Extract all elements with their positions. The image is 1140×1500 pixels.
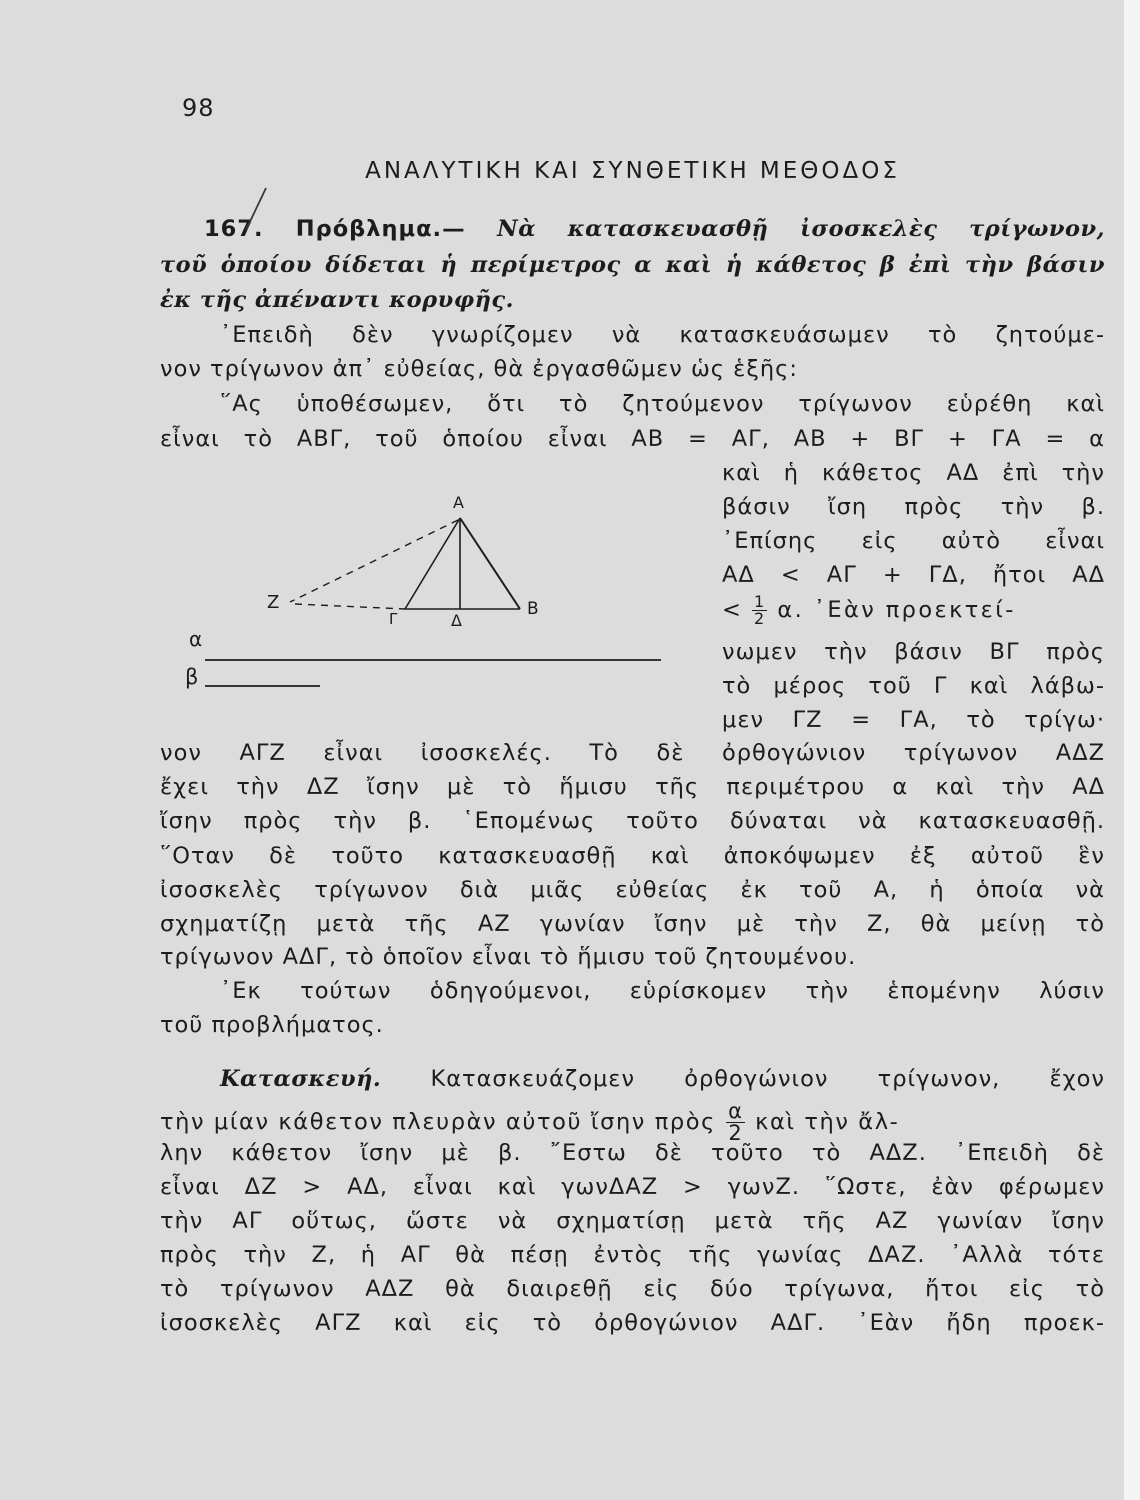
side-AB bbox=[460, 518, 520, 609]
analysis-line-4: εἶναι τὸ ΑΒΓ, τοῦ ὁποίου εἶναι ΑΒ = ΑΓ, ΑΒ + ΒΓ + ΓΑ = α bbox=[160, 426, 1105, 452]
point-label-G: Γ bbox=[389, 610, 398, 628]
point-label-A: Α bbox=[453, 493, 464, 512]
fraction-denominator: 2 bbox=[754, 609, 766, 628]
construction-heading: Κατασκευή. bbox=[220, 1066, 382, 1092]
fraction-denominator: 2 bbox=[728, 1121, 743, 1145]
problem-heading: 167. Πρόβλημα.— bbox=[204, 216, 466, 242]
side-AG bbox=[405, 518, 460, 609]
analysis-line-3: ῞Ας ὑποθέσωμεν, ὅτι τὸ ζητούμενον τρίγωνον εὑρέθη καὶ bbox=[220, 391, 1105, 417]
fraction-numerator: 1 bbox=[754, 592, 766, 611]
segment-label-b: β bbox=[185, 665, 199, 689]
problem-statement-1: Νὰ κατασκευασθῇ ἰσοσκελὲς τρίγωνον, bbox=[497, 216, 1105, 242]
construction-text-1: Κατασκευάζομεν ὀρθογώνιον τρίγωνον, ἔχον bbox=[430, 1066, 1106, 1092]
fraction-numerator: α bbox=[728, 1099, 743, 1123]
problem-statement-2: τοῦ ὁποίου δίδεται ἡ περίμετρος α καὶ ἡ κάθετος β ἐπὶ τὴν βάσιν bbox=[160, 252, 1105, 278]
point-label-D: Δ bbox=[451, 611, 462, 630]
dashed-ZG bbox=[295, 604, 405, 609]
page-number: 98 bbox=[182, 94, 215, 122]
analysis-line-5: νον ΑΓΖ εἶναι ἰσοσκελές. Τὸ δὲ ὀρθογώνιον τρίγωνον ΑΔΖ bbox=[160, 740, 1105, 766]
point-label-Z: Ζ bbox=[267, 592, 280, 613]
construction-line-4: εἶναι ΔΖ > ΑΔ, εἶναι καὶ γωνΔΑΖ > γωνΖ. ῞Ωστε, ἐὰν φέρωμεν bbox=[160, 1174, 1105, 1200]
analysis-line-10: σχηματίζῃ μετὰ τῆς ΑΖ γωνίαν ἴσην μὲ τὴν Ζ, θὰ μείνῃ τὸ bbox=[160, 911, 1105, 937]
pencil-mark-icon bbox=[222, 186, 272, 236]
construction-text-2a: τὴν μίαν κάθετον πλευρὰν αὐτοῦ ἴσην πρὸς bbox=[160, 1109, 716, 1135]
page-content bbox=[160, 0, 1105, 1500]
construction-line-3: λην κάθετον ἴσην μὲ β. ῎Εστω δὲ τοῦτο τὸ ΑΔΖ. ᾿Επειδὴ δὲ bbox=[160, 1140, 1105, 1166]
analysis-line-6: ἔχει τὴν ΔΖ ἴσην μὲ τὸ ἥμισυ τῆς περιμέτρου α καὶ τὴν ΑΔ bbox=[160, 774, 1105, 800]
construction-line-6: πρὸς τὴν Ζ, ἡ ΑΓ θὰ πέσῃ ἐντὸς τῆς γωνίας ΔΑΖ. ᾿Αλλὰ τότε bbox=[160, 1242, 1105, 1268]
analysis-line-8: ῞Οταν δὲ τοῦτο κατασκευασθῇ καὶ ἀποκόψωμεν ἐξ αὐτοῦ ἓν bbox=[160, 843, 1105, 869]
less-than-sign: < bbox=[722, 597, 742, 623]
segment-label-a: α bbox=[189, 627, 203, 651]
point-label-B: Β bbox=[527, 599, 539, 619]
analysis-line-1: ᾿Επειδὴ δὲν γνωρίζομεν νὰ κατασκευάσωμεν τὸ ζητούμε- bbox=[220, 322, 1105, 348]
analysis-line-11: τρίγωνον ΑΔΓ, τὸ ὁποῖον εἶναι τὸ ἥμισυ τοῦ ζητουμένου. bbox=[160, 944, 857, 970]
column-line-6: νωμεν τὴν βάσιν ΒΓ πρὸς bbox=[722, 639, 1105, 665]
analysis-line-2: νον τρίγωνον ἀπ᾿ εὐθείας, θὰ ἐργασθῶμεν ὡς ἑξῆς: bbox=[160, 356, 798, 382]
fraction-one-half bbox=[752, 594, 767, 627]
column-line-3: ᾿Επίσης εἰς αὐτὸ εἶναι bbox=[722, 528, 1105, 554]
construction-text-2b: καὶ τὴν ἄλ- bbox=[755, 1109, 900, 1135]
analysis-line-9: ἰσοσκελὲς τρίγωνον διὰ μιᾶς εὐθείας ἐκ τοῦ Α, ἡ ὁποία νὰ bbox=[160, 877, 1105, 903]
problem-statement-3: ἐκ τῆς ἀπέναντι κορυφῆς. bbox=[160, 287, 514, 313]
column-line-5-rest: α. ᾿Εὰν προεκτεί- bbox=[777, 597, 1016, 623]
problem-line-1 bbox=[160, 214, 1105, 244]
construction-line-8: ἰσοσκελὲς ΑΓΖ καὶ εἰς τὸ ὀρθογώνιον ΑΔΓ. ᾿Εὰν ἤδη προεκ- bbox=[160, 1310, 1105, 1336]
dashed-AZ bbox=[290, 520, 458, 602]
construction-line-7: τὸ τρίγωνον ΑΔΖ θὰ διαιρεθῇ εἰς δύο τρίγωνα, ἤτοι εἰς τὸ bbox=[160, 1276, 1105, 1302]
paper-edge bbox=[1124, 0, 1140, 1500]
analysis-line-7: ἴσην πρὸς τὴν β. ῾Επομένως τοῦτο δύναται νὰ κατασκευασθῇ. bbox=[160, 808, 1105, 834]
analysis-line-12: ᾿Εκ τούτων ὁδηγούμενοι, εὑρίσκομεν τὴν ἑπομένην λύσιν bbox=[220, 978, 1105, 1004]
column-line-5 bbox=[722, 594, 1105, 627]
running-head: ΑΝΑΛΥΤΙΚΗ ΚΑΙ ΣΥΝΘΕΤΙΚΗ ΜΕΘΟΔΟΣ bbox=[365, 158, 900, 184]
column-line-1: καὶ ἡ κάθετος ΑΔ ἐπὶ τὴν bbox=[722, 460, 1105, 486]
analysis-line-13: τοῦ προβλήματος. bbox=[160, 1012, 384, 1038]
column-line-4: ΑΔ < ΑΓ + ΓΔ, ἤτοι ΑΔ bbox=[722, 562, 1105, 588]
construction-line-5: τὴν ΑΓ οὕτως, ὥστε νὰ σχηματίσῃ μετὰ τῆς ΑΖ γωνίαν ἴσην bbox=[160, 1208, 1105, 1234]
construction-line-1 bbox=[220, 1064, 1105, 1094]
column-line-8: μεν ΓΖ = ΓΑ, τὸ τρίγω· bbox=[722, 707, 1105, 733]
column-line-2: βάσιν ἴση πρὸς τὴν β. bbox=[722, 494, 1105, 520]
column-line-7: τὸ μέρος τοῦ Γ καὶ λάβω- bbox=[722, 673, 1105, 699]
triangle-figure bbox=[175, 478, 695, 708]
